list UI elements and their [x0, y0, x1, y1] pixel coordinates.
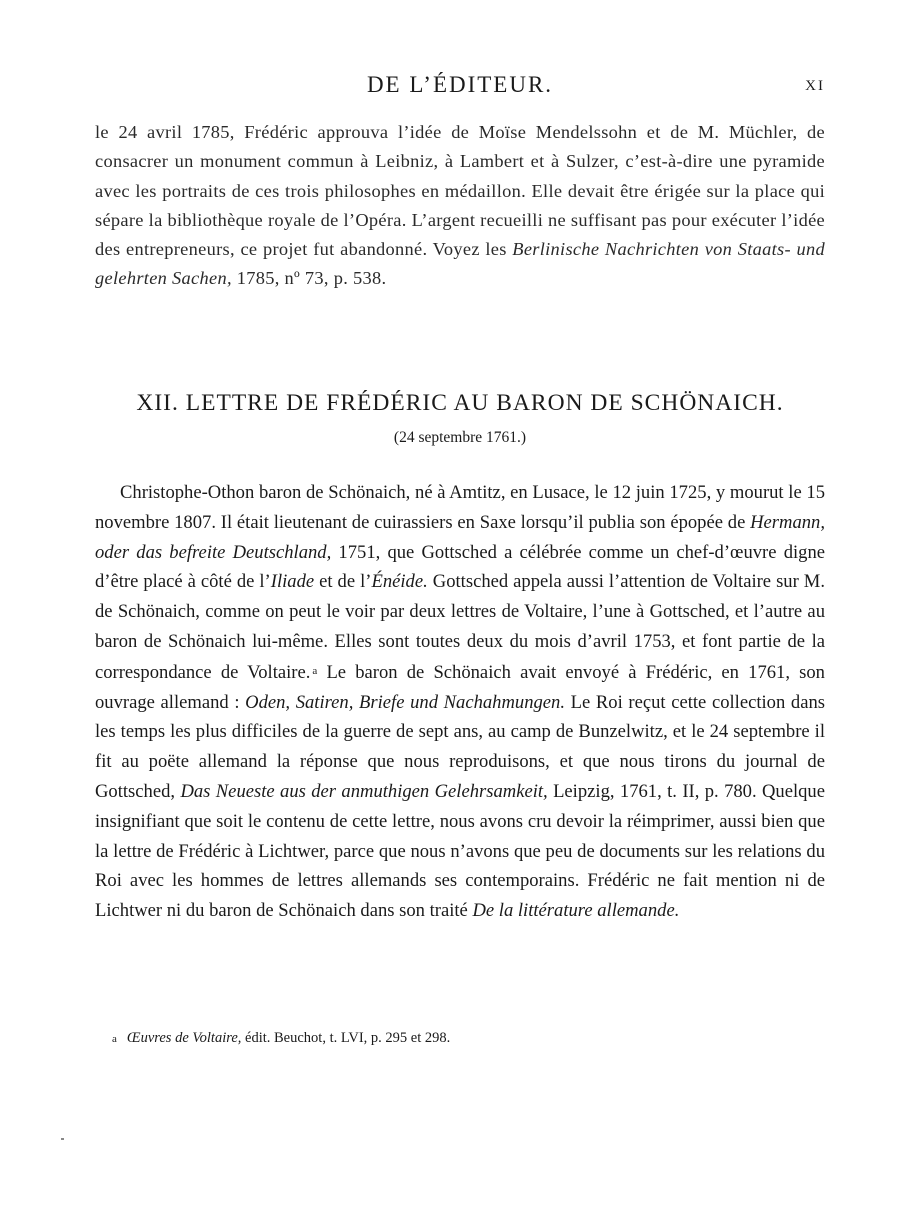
footnote-italic: Œuvres de Voltaire,	[126, 1030, 242, 1046]
body-text-2: 1751, que Gottsched a célébrée comme un chef-d’œuvre digne d’être placé à côté de l’	[95, 541, 825, 593]
intro-text-1: le 24 avril 1785, Frédéric approuva l’idée de Moïse Mendelssohn et de M. Müchler, de consacrer un monument commun à Leibniz, à Lambert et à Sulzer, c’est-à-dire une pyramide avec les portraits de ces trois philosophes en médaillon. Elle devait être érigée sur la place qui sépare la bibliothèque royale de l’Opéra. L’argent recueilli ne suffisant pas pour exécuter l’idée des entrepreneurs, ce projet fut abandonné. Voyez les	[95, 122, 825, 260]
body-text-4: Gottsched appela aussi l’attention de Voltaire sur M. de Schönaich, comme on peut le voir par deux lettres de Voltaire, l’une à Gottsched, et l’autre au baron de Schönaich lui-même. Elles sont toutes deux du mois d’avril 1753, et font partie de la correspondance de Voltaire.	[95, 571, 825, 683]
footnote-text: édit. Beuchot, t. LVI, p. 295 et 298.	[241, 1030, 451, 1046]
body-paragraph	[95, 478, 825, 926]
footnote	[112, 1028, 812, 1049]
body-italic-neueste: Das Neueste aus der anmuthigen Gelehrsamkeit,	[180, 780, 548, 802]
body-text-7: Leipzig, 1761, t. II, p. 780. Quelque insignifiant que soit le contenu de cette lettre, nous avons cru devoir la réimprimer, aussi bien que la lettre de Frédéric à Lichtwer, parce que nous n’avons que peu de documents sur les relations du Roi avec les hommes de lettres allemands ses contemporains. Frédéric ne fait mention ni de Lichtwer ni du baron de Schönaich dans son traité	[95, 780, 825, 922]
intro-italic-title: Berlinische Nachrichten von Staats- und gelehrten Sachen,	[95, 239, 826, 289]
intro-paragraph	[95, 118, 825, 294]
body-text-1: Christophe-Othon baron de Schönaich, né à Amtitz, en Lusace, le 12 juin 1725, y mourut le 15 novembre 1807. Il était lieutenant de cuirassiers en Saxe lorsqu’il publia son épopée de	[95, 482, 825, 533]
footnote-mark: a	[112, 1033, 117, 1045]
print-speck	[61, 1138, 64, 1140]
section-date: (24 septembre 1761.)	[393, 429, 527, 446]
body-italic-eneide: Énéide.	[371, 571, 428, 593]
body-italic-oden: Oden, Satiren, Briefe und Nachahmungen.	[245, 691, 565, 713]
body-text-3: et de l’	[314, 571, 372, 593]
body-italic-hermann: Hermann, oder das befreite Deutschland,	[95, 511, 825, 563]
section-heading: XII. LETTRE DE FRÉDÉRIC AU BARON DE SCHÖNAICH.	[136, 390, 784, 416]
body-italic-iliade: Iliade	[270, 571, 315, 593]
footnote-reference: a	[312, 664, 318, 677]
intro-text-2: 1785, nº 73, p. 538.	[231, 268, 387, 289]
body-italic-litterature: De la littérature allemande.	[472, 900, 680, 922]
body-text-6: Le Roi reçut cette collection dans les temps les plus difficiles de la guerre de sept ans, au camp de Bunzelwitz, et le 24 septembre il fit au poëte allemand la réponse que nous reproduisons, et que nous tirons du journal de Gottsched,	[95, 691, 825, 802]
page-header	[95, 72, 825, 106]
body-text-5: Le baron de Schönaich avait envoyé à Frédéric, en 1761, son ouvrage allemand :	[95, 661, 825, 713]
running-title: DE L’ÉDITEUR.	[366, 72, 554, 97]
page-number: XI	[805, 78, 825, 94]
